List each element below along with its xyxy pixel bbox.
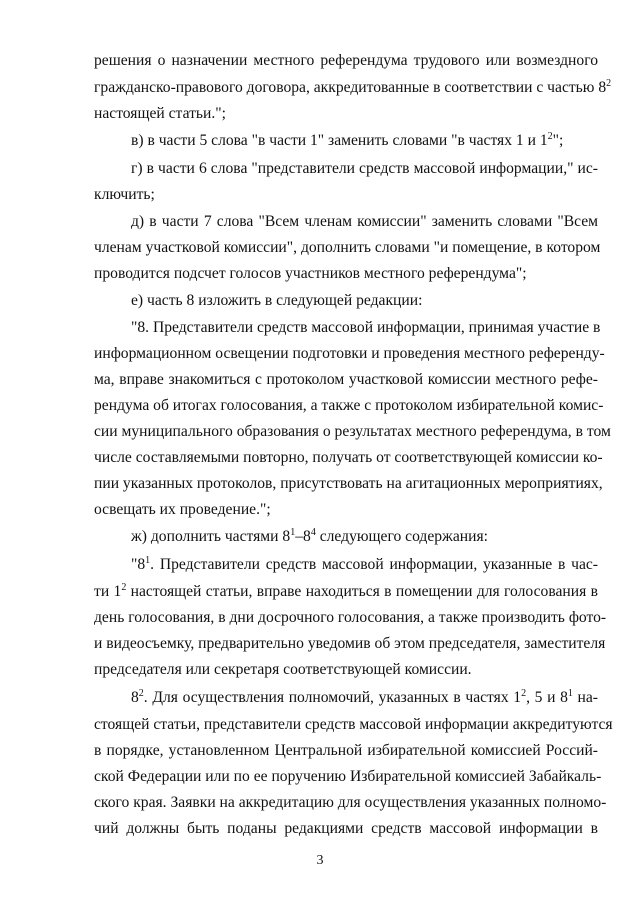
paragraph-line (94, 396, 604, 416)
superscript: 2 (121, 582, 127, 593)
paragraph-line (94, 238, 601, 258)
text-run: числе составляемыми повторно, получать от соответствующей комиссии ко- (94, 449, 603, 466)
paragraph-line (94, 104, 598, 124)
text-run: "8. Представители средств массовой информации, принимая участие в (131, 319, 601, 336)
paragraph-line (94, 344, 605, 364)
paragraph-line (94, 767, 602, 787)
paragraph-line (94, 78, 612, 98)
text-run: проводится подсчет голосов участников местного референдума"; (94, 265, 527, 282)
text-run: 8 (131, 689, 139, 706)
paragraph-line (131, 318, 601, 338)
paragraph-line (94, 819, 598, 839)
paragraph-line (94, 793, 607, 813)
paragraph-line (131, 212, 598, 232)
text-run: в порядке, установленном Центральной избирательной комиссией Россий- (94, 742, 598, 759)
text-run: день голосования, в дни досрочного голосования, а также производить фото- (94, 609, 607, 626)
paragraph-line (94, 582, 598, 602)
text-run: . Для осуществления полномочий, указанных в частях 1 (143, 689, 522, 706)
text-run: "8 (131, 556, 146, 573)
paragraph-line (94, 474, 603, 494)
text-run: ской Федерации или по ее поручению Избирательной комиссией Забайкаль- (94, 768, 602, 785)
paragraph-line (131, 527, 598, 547)
text-run: –8 (295, 528, 311, 545)
paragraph-line (94, 448, 603, 468)
text-run: е) часть 8 изложить в следующей редакции: (131, 292, 423, 309)
text-run: чий должны быть поданы редакциями средств массовой информации в (94, 820, 598, 837)
paragraph-line (131, 159, 598, 179)
paragraph-line (94, 500, 598, 520)
text-run: сии муниципального образования о результатах местного референдума, в том (94, 423, 611, 440)
text-run: . Представители средств массовой информации, указанные в час- (150, 556, 598, 573)
text-run: ж) дополнить частями 8 (131, 528, 291, 545)
paragraph-line (94, 185, 598, 205)
superscript: 2 (547, 131, 553, 142)
text-run: , 5 и 8 (526, 689, 568, 706)
text-run: следующего содержания: (315, 528, 488, 545)
text-run: настоящей статьи."; (94, 105, 226, 122)
paragraph-line (131, 291, 598, 311)
text-run: на- (572, 689, 598, 706)
paragraph-line (94, 741, 598, 761)
text-run: информационном освещении подготовки и проведения местного референду- (94, 345, 605, 362)
superscript: 1 (290, 527, 296, 538)
superscript: 1 (145, 555, 151, 566)
text-run: рендума об итогах голосования, а также с протоколом избирательной комис- (94, 397, 604, 414)
paragraph-line (131, 131, 598, 151)
page-number: 3 (316, 853, 324, 868)
text-run: и видеосъемку, предварительно уведомив об этом председателя, заместителя (94, 635, 606, 652)
superscript: 2 (138, 688, 144, 699)
text-run: ти 1 (94, 583, 122, 600)
text-run: решения о назначении местного референдума трудового или возмездного (94, 52, 598, 69)
text-run: гражданско-правового договора, аккредитованные в соответствии с частью 8 (94, 79, 607, 96)
superscript: 1 (567, 688, 573, 699)
text-run: пии указанных протоколов, присутствовать на агитационных мероприятиях, (94, 475, 603, 492)
paragraph-line (131, 555, 598, 575)
text-run: ключить; (94, 186, 155, 203)
text-run: стоящей статьи, представители средств массовой информации аккредитуются (94, 716, 613, 733)
paragraph-line (94, 370, 598, 390)
paragraph-line (131, 688, 598, 708)
text-run: г) в части 6 слова "представители средств массовой информации," ис- (131, 160, 598, 177)
paragraph-line (94, 660, 598, 680)
text-run: членам участковой комиссии", дополнить словами "и помещение, в котором (94, 239, 601, 256)
text-run: освещать их проведение."; (94, 501, 271, 518)
paragraph-line (94, 634, 606, 654)
text-run: председателя или секретаря соответствующей комиссии. (94, 661, 472, 678)
text-run: д) в части 7 слова "Всем членам комиссии" заменить словами "Всем (131, 213, 598, 230)
paragraph-line (94, 51, 598, 71)
superscript: 2 (521, 688, 527, 699)
paragraph-line (94, 264, 598, 284)
paragraph-line (94, 715, 613, 735)
text-run: ма, вправе знакомиться с протоколом участковой комиссии местного рефе- (94, 371, 598, 388)
text-run: "; (552, 132, 564, 149)
text-run: ского края. Заявки на аккредитацию для осуществления указанных полномо- (94, 794, 607, 811)
superscript: 4 (310, 527, 316, 538)
paragraph-line (94, 608, 607, 628)
text-run: в) в части 5 слова "в части 1" заменить словами "в частях 1 и 1 (131, 132, 548, 149)
paragraph-line (94, 422, 611, 442)
text-run: настоящей статьи, вправе находиться в помещении для голосования в (126, 583, 598, 600)
superscript: 2 (606, 78, 612, 89)
